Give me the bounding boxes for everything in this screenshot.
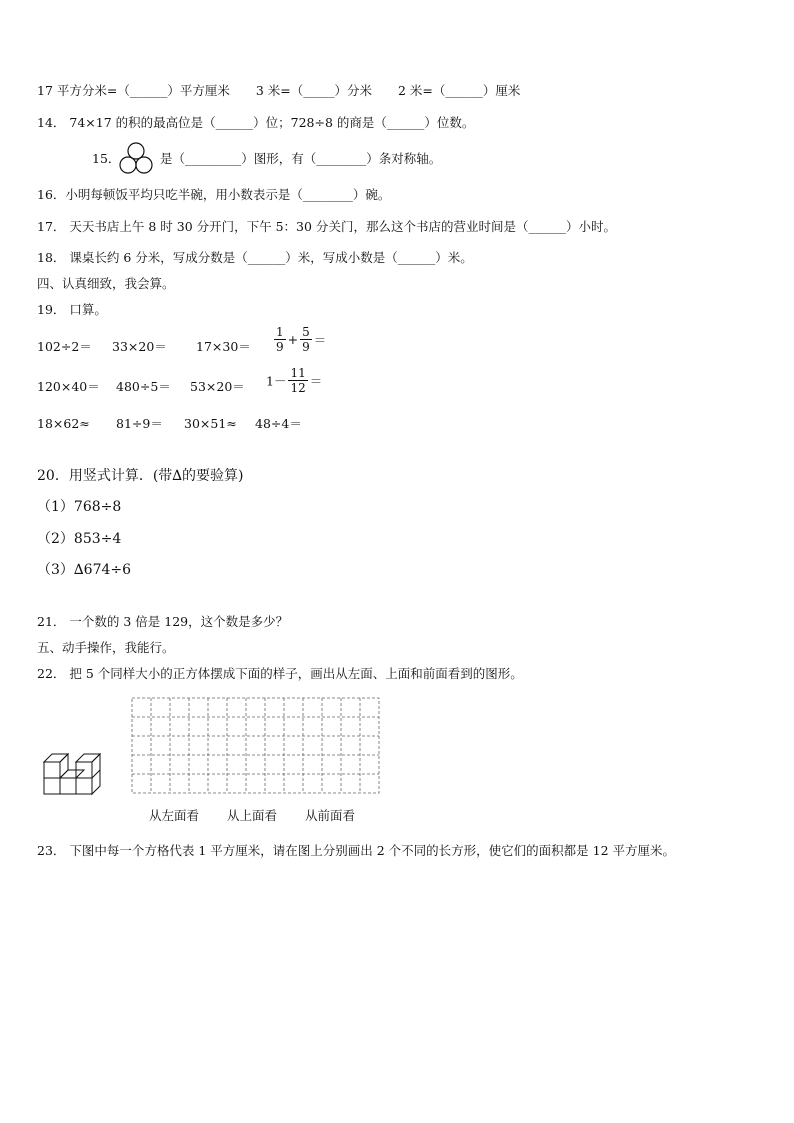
fraction-b-numerator: 5: [302, 325, 310, 339]
q13-line: [37, 83, 520, 99]
calc-1-1: 102÷2＝: [37, 339, 92, 354]
q13-blank3: ______: [445, 83, 483, 98]
q13-part5: 2 米=（: [397, 83, 446, 98]
dashed-grid[interactable]: [131, 697, 381, 795]
calc-2-3: 53×20＝: [190, 379, 245, 394]
lead-one-minus: 1－: [266, 373, 287, 389]
three-circles-figure: [116, 142, 156, 176]
fraction-sum: [272, 325, 326, 367]
calc-3-4: 48÷4＝: [255, 416, 302, 431]
fraction-b: [300, 325, 312, 354]
q21-text: 21． 一个数的 3 倍是 129，这个数是多少？: [37, 614, 289, 629]
q20-item-3: （3）∆674÷6: [37, 562, 132, 578]
fraction-c-numerator: 11: [290, 366, 306, 380]
calc-1-2: 33×20＝: [112, 339, 167, 354]
fraction-c: [288, 366, 307, 395]
calc-2-2: 480÷5＝: [116, 379, 171, 394]
plus-sign: +: [287, 332, 299, 347]
equals-sign: ＝: [313, 332, 327, 348]
q14-text: 14． 74×17 的积的最高位是（______）位；728÷8 的商是（______）位数。: [37, 115, 475, 130]
q22-text: 22． 把 5 个同样大小的正方体摆成下面的样子，画出从左面、上面和前面看到的图形。: [37, 666, 523, 681]
q20-item-1: （1）768÷8: [37, 499, 122, 515]
q18-text: 18． 课桌长约 6 分米，写成分数是（______）米，写成小数是（______）米。: [37, 250, 473, 265]
fraction-a: [274, 325, 286, 354]
q13-blank2: _____: [303, 83, 335, 98]
q17-text: 17． 天天书店上午 8 时 30 分开门，下午 5：30 分关门，那么这个书店的营业时间是（______）小时。: [37, 219, 616, 234]
grid-label-left: 从左面看: [149, 808, 200, 823]
q23-text: 23． 下图中每一个方格代表 1 平方厘米，请在图上分别画出 2 个不同的长方形，使它们的面积都是 12 平方厘米。: [37, 843, 676, 858]
q13-part1: 17 平方分米=（: [37, 83, 130, 98]
q20-item-2: （2）853÷4: [37, 531, 122, 547]
fraction-b-denominator: 9: [302, 340, 310, 354]
q13-blank1: ______: [129, 83, 168, 98]
calc-3-1: 18×62≈: [37, 416, 90, 431]
section-4-heading: 四、认真细致，我会算。: [37, 276, 175, 291]
fraction-a-denominator: 9: [276, 340, 284, 354]
equals-sign-2: ＝: [309, 373, 323, 389]
fraction-c-denominator: 12: [290, 381, 306, 395]
calc-2-1: 120×40＝: [37, 379, 100, 394]
fraction-a-numerator: 1: [276, 325, 284, 339]
calc-1-3: 17×30＝: [196, 339, 251, 354]
calc-3-2: 81÷9＝: [116, 416, 163, 431]
fraction-difference: [266, 366, 322, 408]
cube-stack-figure: [42, 744, 114, 798]
grid-label-front: 从前面看: [305, 808, 356, 823]
q19-text: 19． 口算。: [37, 302, 107, 317]
q13-part3: 3 米=（: [255, 83, 304, 98]
grid-label-top: 从上面看: [227, 808, 278, 823]
q13-part2: ）平方厘米: [167, 83, 230, 98]
q13-part4: ）分米: [334, 83, 373, 98]
q15-number: 15．: [92, 151, 121, 166]
q15-text: 是（_________）图形，有（________）条对称轴。: [160, 151, 442, 166]
calc-3-3: 30×51≈: [184, 416, 237, 431]
q16-text: 16．小明每顿饭平均只吃半碗，用小数表示是（________）碗。: [37, 187, 391, 202]
q13-part6: ）厘米: [482, 83, 521, 98]
section-5-heading: 五、动手操作，我能行。: [37, 640, 175, 655]
q20-title: 20．用竖式计算．(带∆的要验算): [37, 468, 244, 484]
